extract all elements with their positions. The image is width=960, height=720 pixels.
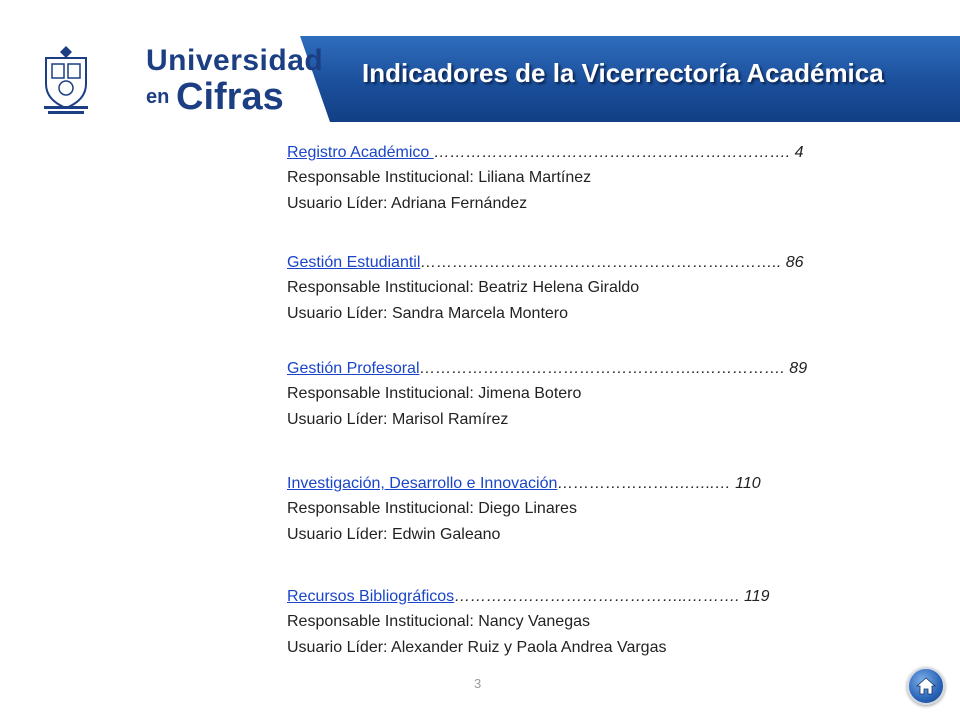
home-icon	[916, 676, 936, 696]
toc-entry-heading	[287, 357, 807, 381]
toc-leader-dots: ……………………………………………..…………….	[419, 360, 785, 377]
toc-entry-heading	[287, 251, 807, 275]
toc-page-number: 4	[790, 144, 804, 161]
toc-entry	[287, 141, 807, 217]
toc-link-recursos-bibliograficos[interactable]: Recursos Bibliográficos	[287, 588, 455, 605]
home-button[interactable]	[907, 667, 945, 705]
brand-universidad: Universidad	[146, 44, 324, 77]
toc-page-number: 86	[781, 254, 804, 271]
toc-link-registro-academico[interactable]: Registro Académico	[287, 144, 434, 161]
toc-leader-dots: ……………………………………..……….	[454, 588, 740, 605]
toc-entry-heading	[287, 472, 807, 496]
page-title: Indicadores de la Vicerrectoría Académica	[362, 58, 884, 88]
brand-cifras: Cifras	[176, 76, 284, 118]
toc-leader-dots: …………………….…..…	[557, 475, 731, 492]
header-banner	[0, 0, 960, 122]
usuario-lider: Usuario Líder: Edwin Galeano	[287, 526, 501, 543]
usuario-lider: Usuario Líder: Alexander Ruiz y Paola Andrea Vargas	[287, 639, 667, 656]
usuario-lider: Usuario Líder: Sandra Marcela Montero	[287, 305, 569, 322]
toc-leader-dots: ………………………………………………………….	[433, 144, 791, 161]
toc-page-number: 89	[784, 360, 808, 377]
usuario-lider: Usuario Líder: Adriana Fernández	[287, 195, 528, 212]
responsable-institucional: Responsable Institucional: Nancy Vanegas	[287, 613, 590, 630]
responsable-institucional: Responsable Institucional: Beatriz Helena Giraldo	[287, 279, 640, 296]
responsable-institucional: Responsable Institucional: Jimena Botero	[287, 385, 582, 402]
toc-link-gestion-estudiantil[interactable]: Gestión Estudiantil	[287, 254, 421, 271]
toc-entry	[287, 357, 807, 433]
toc-leader-dots: …………………………………………………………..	[420, 254, 782, 271]
toc-page-number: 110	[730, 475, 761, 492]
brand-en: en	[146, 86, 170, 108]
toc-entry-heading	[287, 585, 807, 609]
toc-entry	[287, 472, 807, 548]
university-seal-icon	[38, 44, 94, 116]
responsable-institucional: Responsable Institucional: Liliana Martínez	[287, 169, 592, 186]
usuario-lider: Usuario Líder: Marisol Ramírez	[287, 411, 509, 428]
toc-link-gestion-profesoral[interactable]: Gestión Profesoral	[287, 360, 420, 377]
toc-entry-heading	[287, 141, 807, 165]
brand-logo	[112, 36, 324, 122]
toc-link-investigacion[interactable]: Investigación, Desarrollo e Innovación	[287, 475, 558, 492]
toc-page-number: 119	[739, 588, 770, 605]
page-number: 3	[474, 676, 482, 691]
responsable-institucional: Responsable Institucional: Diego Linares	[287, 500, 577, 517]
toc-entry	[287, 251, 807, 327]
toc-entry	[287, 585, 807, 661]
